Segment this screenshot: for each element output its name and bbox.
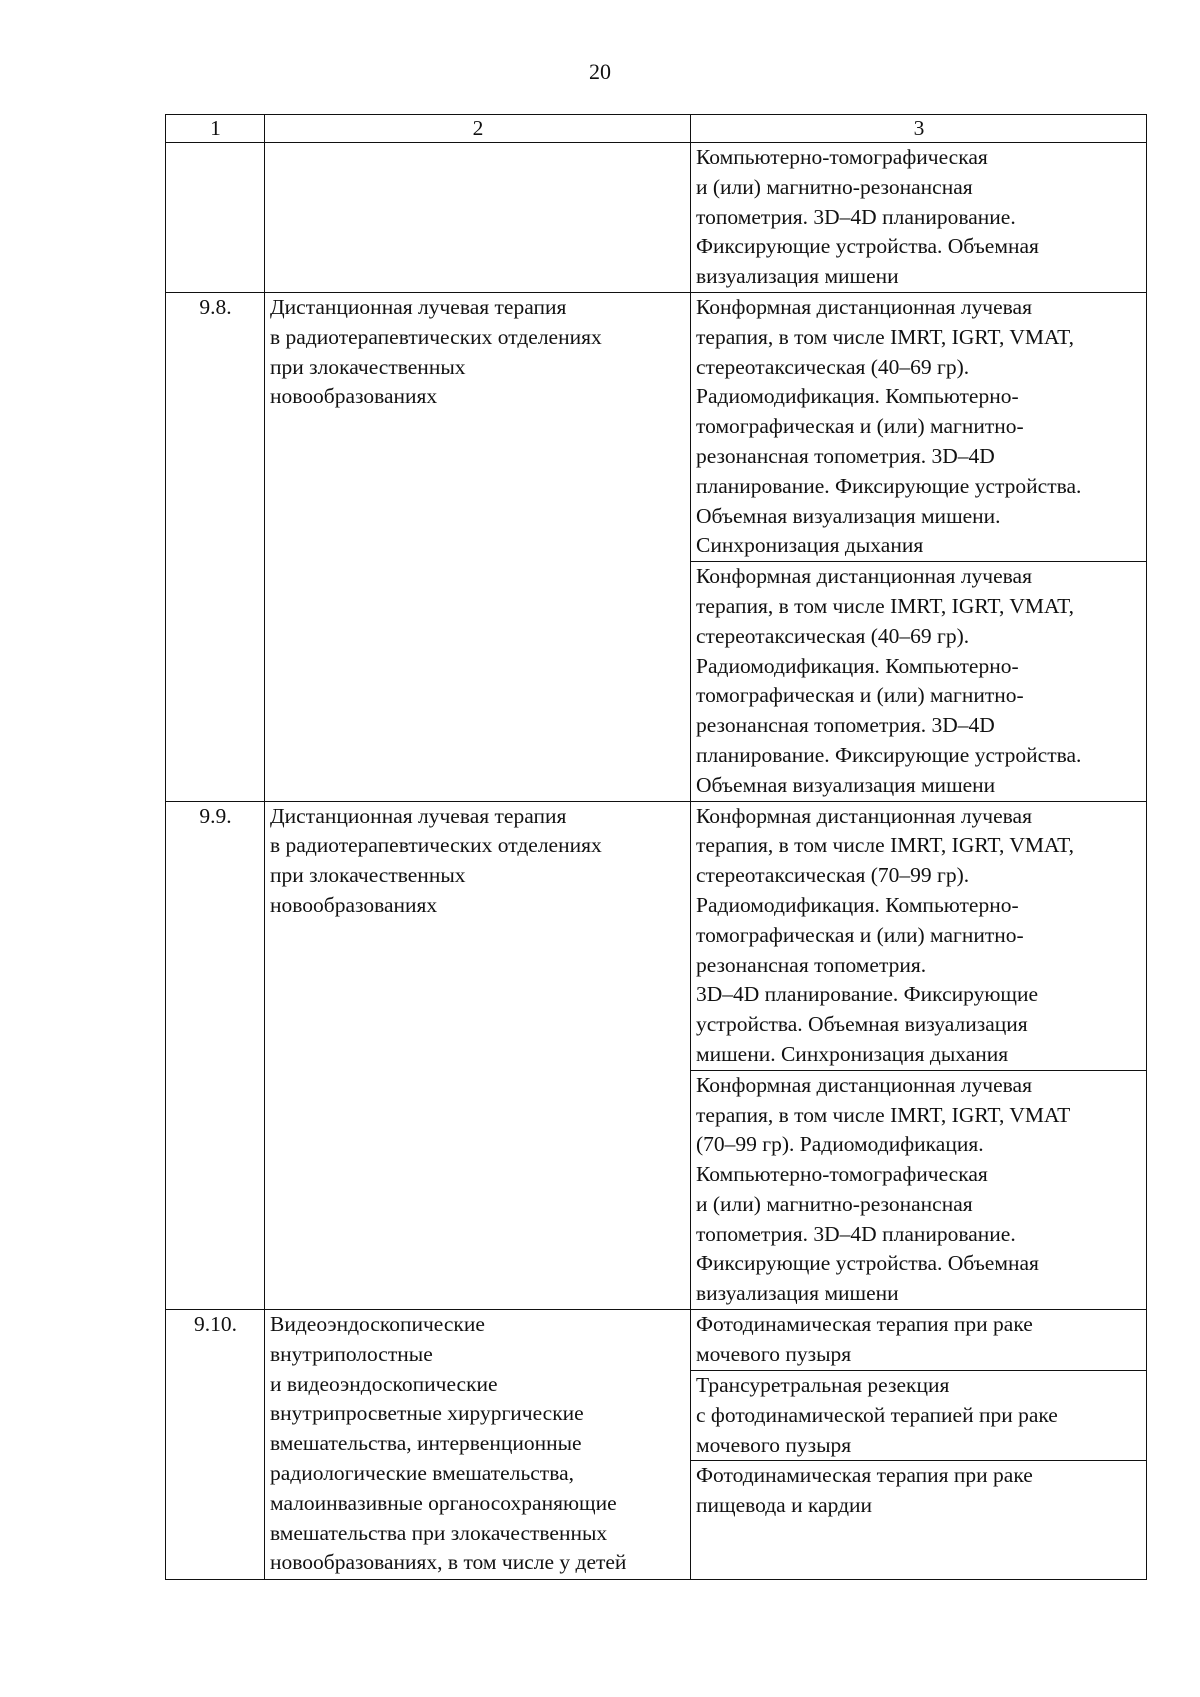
treatment-method-cell: Конформная дистанционная лучевая терапия, в том числе IMRT, IGRT, VMAT, стереотаксическая (40–69 гр). Радиомодификация. Компьютерно- томографическая и (или) магнитно- резонансная топометрия. 3D–4D планирование. Фиксирующие устройства. Объемная визуализация мишени. Синхронизация дыхания	[691, 292, 1147, 561]
service-name-cell	[265, 143, 691, 293]
treatment-method-cell: Фотодинамическая терапия при раке мочевого пузыря	[691, 1310, 1147, 1371]
row-number-cell	[166, 143, 265, 293]
service-name-cell: Дистанционная лучевая терапия в радиотерапевтических отделениях при злокачественных новообразованиях	[265, 801, 691, 1310]
row-number-cell: 9.8.	[166, 292, 265, 801]
treatment-method-cell: Фотодинамическая терапия при раке пищевода и кардии	[691, 1461, 1147, 1580]
treatment-method-cell: Компьютерно-томографическая и (или) магнитно-резонансная топометрия. 3D–4D планирование. Фиксирующие устройства. Объемная визуализация мишени	[691, 143, 1147, 293]
table-row	[166, 1310, 1147, 1371]
service-name-cell: Дистанционная лучевая терапия в радиотерапевтических отделениях при злокачественных новообразованиях	[265, 292, 691, 801]
treatment-method-cell: Конформная дистанционная лучевая терапия, в том числе IMRT, IGRT, VMAT, стереотаксическая (70–99 гр). Радиомодификация. Компьютерно- томографическая и (или) магнитно- резонансная топометрия. 3D–4D планирование. Фиксирующие устройства. Объемная визуализация мишени. Синхронизация дыхания	[691, 801, 1147, 1070]
column-number-1: 1	[166, 115, 265, 143]
service-name-cell: Видеоэндоскопические внутриполостные и видеоэндоскопические внутрипросветные хирургические вмешательства, интервенционные радиологические вмешательства, малоинвазивные органосохраняющие вмешательства при злокачественных новообразованиях, в том числе у детей	[265, 1310, 691, 1580]
table-row	[166, 143, 1147, 293]
column-number-3: 3	[691, 115, 1147, 143]
column-number-2: 2	[265, 115, 691, 143]
page-number: 20	[589, 59, 611, 84]
treatment-method-cell: Конформная дистанционная лучевая терапия, в том числе IMRT, IGRT, VMAT (70–99 гр). Радиомодификация. Компьютерно-томографическая и (или) магнитно-резонансная топометрия. 3D–4D планирование. Фиксирующие устройства. Объемная визуализация мишени	[691, 1070, 1147, 1309]
table-row	[166, 292, 1147, 561]
table-row	[166, 801, 1147, 1070]
row-number-cell: 9.10.	[166, 1310, 265, 1580]
treatment-method-cell: Трансуретральная резекция с фотодинамической терапией при раке мочевого пузыря	[691, 1371, 1147, 1461]
treatment-method-cell: Конформная дистанционная лучевая терапия, в том числе IMRT, IGRT, VMAT, стереотаксическая (40–69 гр). Радиомодификация. Компьютерно- томографическая и (или) магнитно- резонансная топометрия. 3D–4D планирование. Фиксирующие устройства. Объемная визуализация мишени	[691, 562, 1147, 801]
services-table	[165, 114, 1147, 1580]
row-number-cell: 9.9.	[166, 801, 265, 1310]
table-header-row	[166, 115, 1147, 143]
